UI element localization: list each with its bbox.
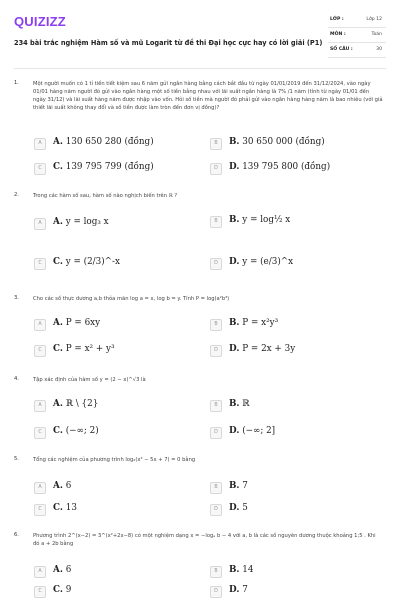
option-badge: C (34, 586, 46, 598)
option-badge: C (34, 427, 46, 439)
option-badge: A (34, 138, 46, 150)
option-text: C. 9 (53, 585, 72, 595)
meta-key: MÔN : (330, 32, 346, 37)
option-text: D. 7 (229, 585, 248, 595)
option-badge: D (210, 427, 222, 439)
question-5 (14, 456, 386, 526)
option-badge: D (210, 504, 222, 516)
question-4 (14, 376, 386, 446)
meta-value: Lớp 12 (366, 17, 382, 22)
quizizz-logo: QUIZIZZ (14, 14, 66, 29)
option-text: D. P = 2x + 3y (229, 344, 296, 354)
option-text: C. 139 795 799 (đồng) (53, 162, 154, 172)
option-text: A. 6 (53, 481, 72, 491)
header-divider (14, 68, 386, 69)
option-text: A. y = log₃ x (53, 217, 109, 227)
option-badge: D (210, 258, 222, 270)
option-badge: B (210, 400, 222, 412)
option-badge: D (210, 163, 222, 175)
question-text: Cho các số thực dương a,b thỏa mãn log a = x, log b = y. Tính P = log(a²b³) (33, 296, 230, 302)
question-text: Trong các hàm số sau, hàm số nào nghịch biến trên ℝ ? (33, 193, 178, 199)
option-text: C. P = x² + y³ (53, 344, 115, 354)
meta-value: 30 (376, 47, 382, 52)
question-number: 3. (14, 295, 19, 301)
worksheet-title: 234 bài trắc nghiệm Hàm số và mũ Logarit từ đề thi Đại học cực hay có lời giải (P1) (14, 39, 323, 47)
option-badge: A (34, 566, 46, 578)
option-text: B. ℝ (229, 399, 250, 409)
option-badge: A (34, 218, 46, 230)
worksheet-header (14, 10, 386, 60)
option-text: A. 6 (53, 565, 72, 575)
option-text: C. 13 (53, 503, 77, 513)
question-number: 1. (14, 80, 19, 86)
option-badge: D (210, 586, 222, 598)
option-text: A. P = 6xy (53, 318, 101, 328)
question-number: 2. (14, 192, 19, 198)
question-2 (14, 192, 386, 292)
option-text: D. (−∞; 2] (229, 426, 276, 436)
option-badge: A (34, 482, 46, 494)
option-text: D. 139 795 800 (đồng) (229, 162, 331, 172)
question-number: 5. (14, 456, 19, 462)
meta-row-subject (328, 28, 386, 43)
option-text: B. 14 (229, 565, 254, 575)
meta-key: LỚP : (330, 17, 344, 22)
question-text: Phương trình 2^(x−2) = 3^(x²+2x−8) có một nghiệm dạng x = −logₐ b − 4 với a, b là các số nguyên dương thuộc khoảng 1;5 . Khi đó a + 2b bằng (33, 533, 376, 547)
question-text: Một người muốn có 1 tỉ tiền tiết kiệm sau 6 năm gửi ngân hàng bằng cách bắt đầu từ ngày 01/01/2019 đến 31/12/2024, vào ngày 01/01 hàng năm người đó gửi vào ngân hàng một số tiền bằng nhau với lãi suất ngân hàng là 7% /1 năm (tính từ ngày 01/01 đến ngày 31/12) và lãi suất hàng năm được nhập vào vốn. Hỏi số tiền mà người đó phải gửi vào ngân hàng hàng năm là bao nhiêu (với giả thiết lãi suất không thay đổi và số tiền được làm tròn đến đơn vị đồng)? (33, 81, 383, 111)
option-text: A. ℝ \ {2} (53, 399, 99, 409)
question-6 (14, 532, 386, 600)
option-text: C. y = (2/3)^-x (53, 257, 120, 267)
option-badge: C (34, 163, 46, 175)
option-badge: C (34, 258, 46, 270)
option-badge: B (210, 138, 222, 150)
option-text: B. y = log½ x (229, 215, 291, 225)
option-text: D. 5 (229, 503, 248, 513)
option-badge: B (210, 482, 222, 494)
option-badge: B (210, 216, 222, 228)
option-text: C. (−∞; 2) (53, 426, 99, 436)
option-badge: A (34, 319, 46, 331)
meta-row-class (328, 13, 386, 28)
question-text: Tập xác định của hàm số y = (2 − x)^√3 là (33, 377, 146, 383)
option-text: B. 30 650 000 (đồng) (229, 137, 325, 147)
option-text: A. 130 650 280 (đồng) (53, 137, 154, 147)
question-3 (14, 295, 386, 365)
question-number: 4. (14, 376, 19, 382)
question-number: 6. (14, 532, 19, 538)
meta-value: Toán (371, 32, 382, 37)
option-badge: A (34, 400, 46, 412)
option-badge: B (210, 319, 222, 331)
meta-row-count (328, 43, 386, 58)
option-badge: D (210, 345, 222, 357)
meta-key: SỐ CÂU : (330, 47, 353, 52)
option-text: B. 7 (229, 481, 248, 491)
meta-info (328, 13, 386, 58)
option-text: D. y = (e/3)^x (229, 257, 294, 267)
option-badge: C (34, 345, 46, 357)
question-text: Tổng các nghiệm của phương trình log₂(x² − 5x + 7) = 0 bằng (33, 457, 196, 463)
question-1 (14, 80, 386, 180)
option-badge: C (34, 504, 46, 516)
option-badge: B (210, 566, 222, 578)
option-text: B. P = x²y³ (229, 318, 279, 328)
